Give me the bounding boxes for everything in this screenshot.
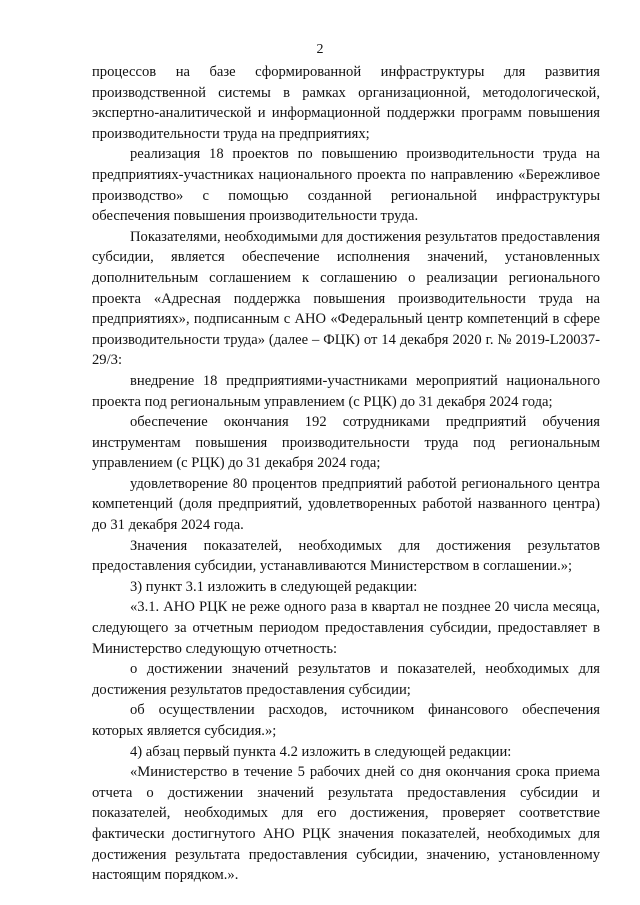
- page-number: 2: [316, 42, 324, 57]
- paragraph: удовлетворение 80 процентов предприятий работой регионального центра компетенций (доля предприятий, удовлетворенных работой названного центра) до 31 декабря 2024 года.: [92, 475, 600, 534]
- paragraph: о достижении значений результатов и показателей, необходимых для достижения результатов предоставления субсидии;: [92, 661, 600, 698]
- paragraph: внедрение 18 предприятиями-участниками мероприятий национального проекта под региональным управлением (с РЦК) до 31 декабря 2024 года;: [92, 372, 600, 410]
- paragraph: обеспечение окончания 192 сотрудниками предприятий обучения инструментам повышения производительности труда под региональным управлением (с РЦК) до 31 декабря 2024 года;: [92, 414, 600, 472]
- paragraph: реализация 18 проектов по повышению производительности труда на предприятиях-участниках национального проекта по направлению «Бережливое производство» с помощью созданной региональной инфраструктуры обеспечения повышения производительности труда.: [92, 146, 600, 225]
- paragraph: 3) пункт 3.1 изложить в следующей редакции:: [130, 578, 418, 595]
- document-body: [92, 62, 600, 886]
- paragraph: 4) абзац первый пункта 4.2 изложить в следующей редакции:: [130, 743, 512, 760]
- paragraph: Значения показателей, необходимых для достижения результатов предоставления субсидии, устанавливаются Министерством в соглашении.»;: [92, 537, 600, 575]
- paragraph-continuation: процессов на базе сформированной инфраструктуры для развития производственной системы в рамках организационной, методологической, экспертно-аналитической и информационной поддержки программ повышения производительности труда на предприятиях;: [92, 64, 600, 142]
- paragraph: Показателями, необходимыми для достижения результатов предоставления субсидии, является обеспечение исполнения значений, установленных дополнительным соглашением к соглашению о реализации регионального проекта «Адресная поддержка повышения производительности труда на предприятиях», подписанным с АНО «Федеральный центр компетенций в сфере производительности труда» (далее – ФЦК) от 14 декабря 2020 г. № 2019-L20037-29/3:: [92, 228, 600, 369]
- paragraph: «Министерство в течение 5 рабочих дней со дня окончания срока приема отчета о достижении значений результата предоставления субсидии и показателей, необходимых для его достижения, проверяет соответствие фактически достигнутого АНО РЦК значения показателей, необходимых для достижения результата предоставления субсидии, значению, установленному настоящим порядком.».: [92, 764, 600, 884]
- paragraph: «3.1. АНО РЦК не реже одного раза в квартал не позднее 20 числа месяца, следующего за отчетным периодом предоставления субсидии, предоставляет в Министерство следующую отчетность:: [92, 599, 600, 657]
- paragraph: об осуществлении расходов, источником финансового обеспечения которых является субсидия.»;: [92, 702, 600, 739]
